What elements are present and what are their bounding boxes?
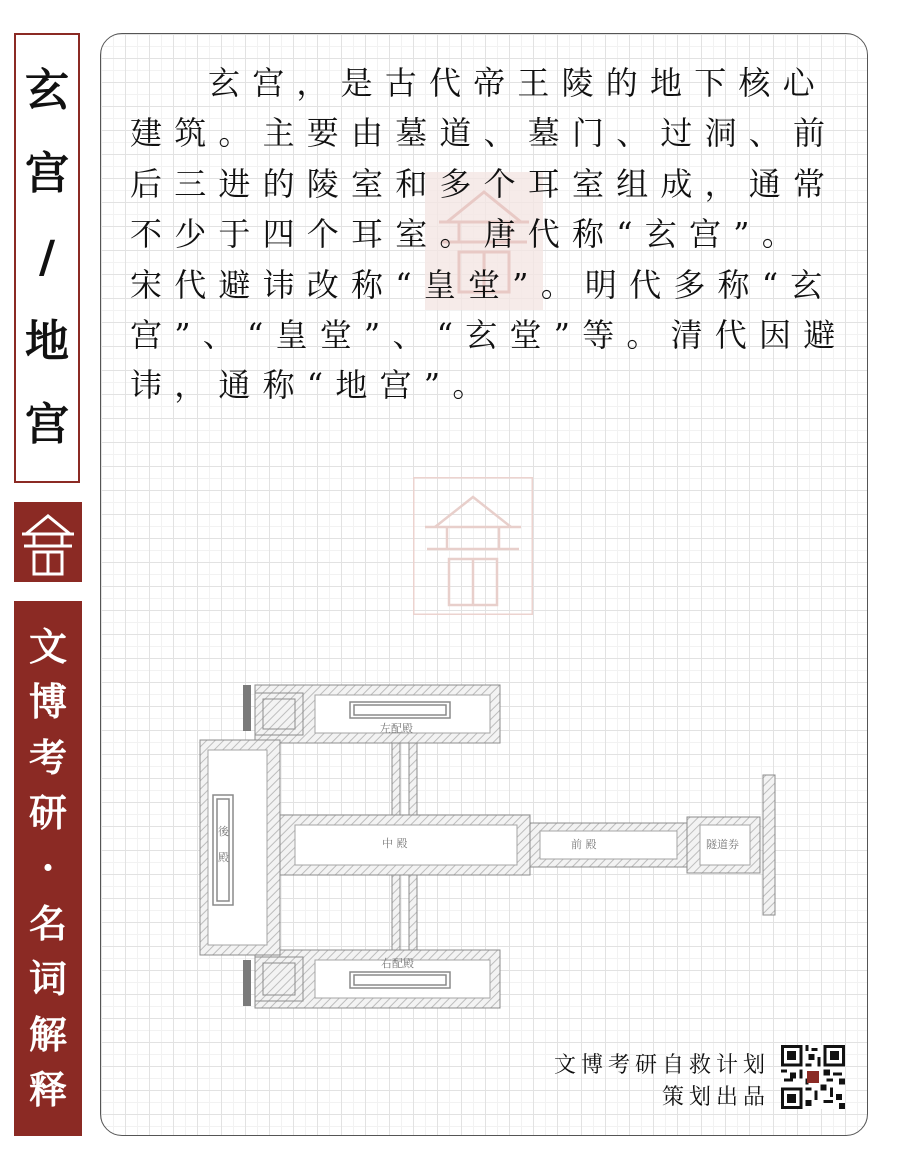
tunnel-label: 隧道券: [706, 838, 739, 851]
series-char: 词: [28, 956, 67, 1002]
credit-line-2: 策划出品: [661, 1085, 770, 1110]
seal-icon: [14, 502, 82, 582]
title-char: /: [38, 231, 56, 283]
series-char: 博: [28, 679, 67, 725]
middle-hall-label: 中 殿: [382, 837, 408, 850]
title-char: 宫: [25, 399, 69, 451]
rear-hall-label-top: 後: [218, 825, 229, 838]
series-char: 文: [28, 623, 67, 669]
series-char: 释: [28, 1067, 67, 1113]
series-char: 名: [28, 900, 67, 946]
series-char: ·: [41, 845, 55, 891]
series-char: 考: [28, 734, 67, 780]
left-hall-label: 左配殿: [380, 722, 413, 735]
series-char: 研: [28, 790, 67, 836]
title-char: 玄: [25, 64, 69, 116]
right-hall-label: 右配殿: [381, 957, 414, 970]
front-hall-label: 前 殿: [571, 838, 597, 851]
series-char: 解: [28, 1011, 67, 1057]
definition-text: 玄宫，是古代帝王陵的地下核心建筑。主要由墓道、墓门、过洞、前后三进的陵室和多个耳室组成，通常不少于四个耳室。唐代称“玄宫”。宋代避讳改称“皇堂”。明代多称“玄宫”、“皇堂”、“玄堂”等。清代因避讳，通称“地宫”。: [130, 64, 848, 405]
title-char: 地: [25, 315, 69, 367]
tomb-floor-plan: [195, 675, 785, 1010]
title-char: 宫: [25, 148, 69, 200]
rear-hall-label-bottom: 殿: [218, 851, 229, 864]
sidebar-title: [14, 33, 80, 483]
watermark-seal-icon: [413, 477, 533, 615]
series-band: [14, 601, 82, 1136]
credit-line-1: 文博考研自救计划: [553, 1053, 770, 1078]
qr-code-icon: [781, 1045, 845, 1109]
